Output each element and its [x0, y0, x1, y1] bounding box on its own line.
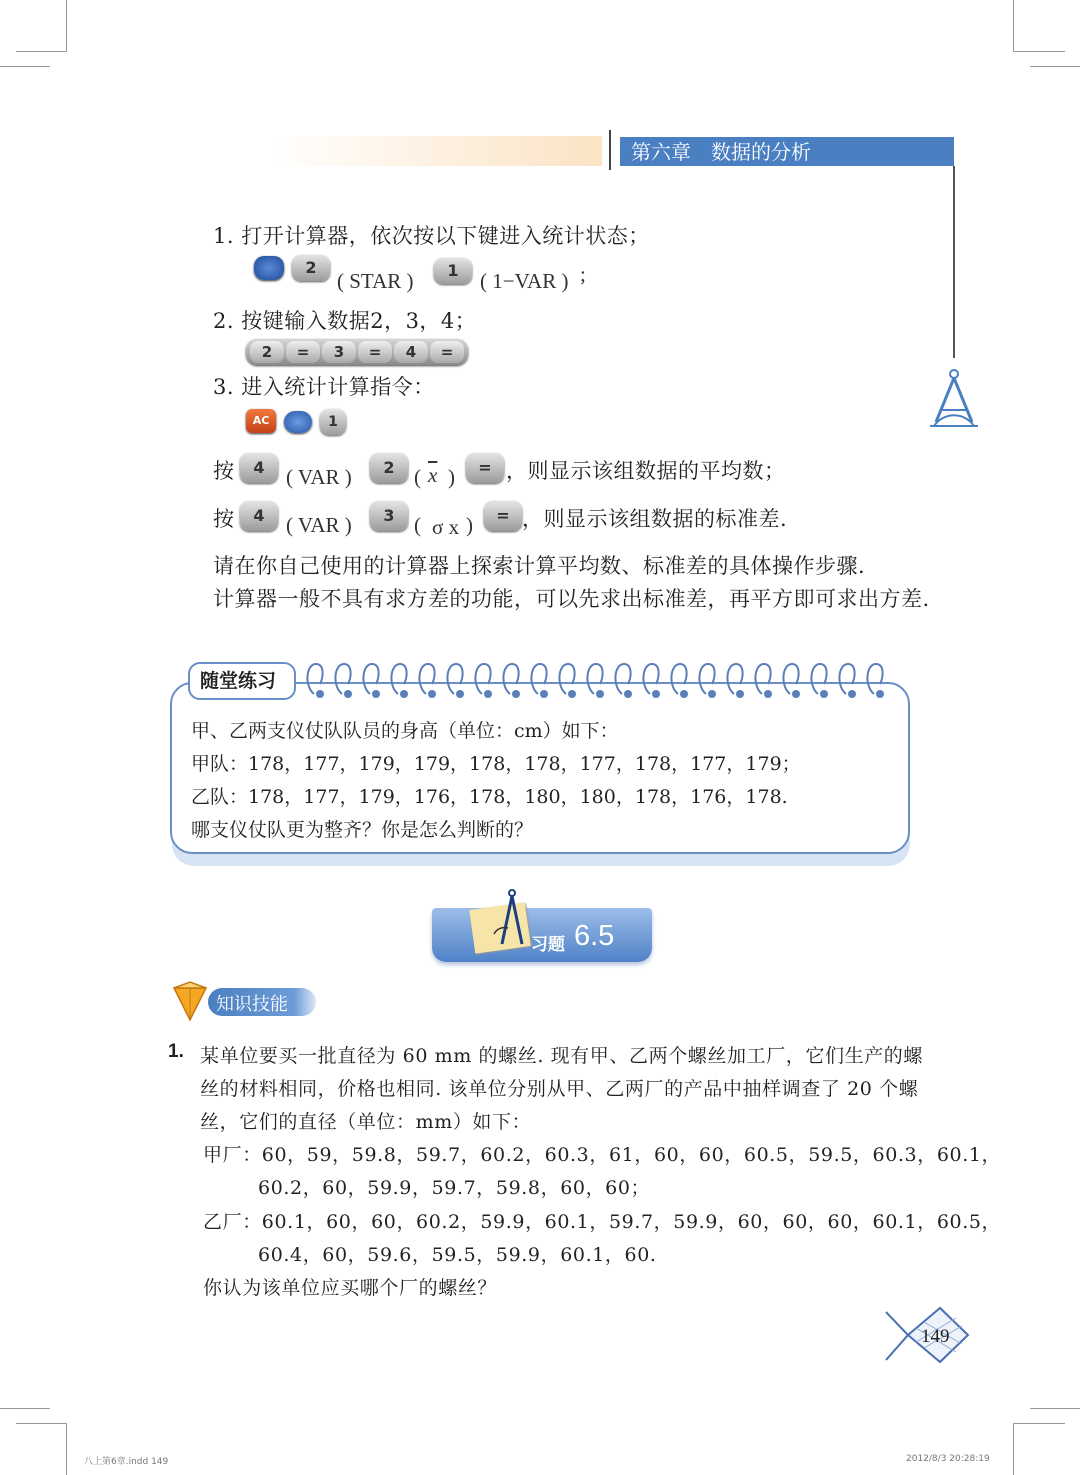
- var-label: ( VAR ): [286, 465, 352, 489]
- key-3: 3: [370, 501, 408, 531]
- practice-line: 哪支仪仗队更为整齐？你是怎么判断的？: [191, 819, 534, 841]
- key-4: 4: [240, 453, 278, 483]
- question-line: 你认为该单位应买哪个厂的螺丝？: [203, 1277, 498, 1299]
- section-label: 知识技能: [216, 994, 288, 1015]
- key: 2: [250, 341, 284, 363]
- paren-close: ): [466, 513, 473, 537]
- sigma-x-symbol: σ x: [432, 515, 460, 539]
- press-label: 按: [213, 507, 235, 531]
- compass-icon: [926, 366, 982, 432]
- header-gradient: [270, 136, 602, 166]
- xbar-symbol: $\overline{x}$: [428, 463, 438, 487]
- equals-key: =: [484, 501, 522, 531]
- crop-mark: [1030, 1408, 1080, 1409]
- practice-line: 甲、乙两支仪仗队队员的身高（单位：cm）如下：: [191, 720, 619, 742]
- key: =: [286, 341, 320, 363]
- star-label: ( STAR ): [337, 269, 414, 293]
- crop-mark: [1013, 0, 1014, 52]
- question-line: 甲厂：60，59，59.8，59.7，60.2，60.3，61，60，60，60.5，59.5，60.3，60.1，: [203, 1144, 1002, 1166]
- std-text: ，则显示该组数据的标准差.: [522, 507, 788, 531]
- one-var-label: ( 1−VAR ): [480, 269, 569, 293]
- shift-key: [284, 411, 312, 433]
- crop-mark: [16, 1423, 66, 1424]
- key: =: [358, 341, 392, 363]
- tip-1: 请在你自己使用的计算器上探索计算平均数、标准差的具体操作步骤.: [213, 554, 866, 578]
- practice-line: 甲队：178，177，179，179，178，178，177，178，177，179；: [191, 753, 801, 775]
- key-4: 4: [240, 501, 278, 531]
- mean-text: ，则显示该组数据的平均数；: [506, 459, 786, 483]
- key: 4: [394, 341, 428, 363]
- crop-mark: [66, 0, 67, 52]
- key: =: [430, 341, 464, 363]
- footer-right: 2012/8/3 20:28:19: [906, 1454, 990, 1464]
- mode-key: [254, 256, 284, 280]
- crop-mark: [66, 1423, 67, 1475]
- question-line: 乙厂：60.1，60，60，60.2，59.9，60.1，59.7，59.9，60，60，60，60.1，60.5，: [203, 1211, 1002, 1233]
- crop-mark: [1013, 51, 1065, 52]
- practice-title: 随堂练习: [200, 670, 277, 692]
- question-line: 60.2，60，59.9，59.7，59.8，60，60；: [258, 1177, 651, 1199]
- exercise-label-cn: 习题: [531, 935, 565, 955]
- margin-rule: [953, 166, 955, 358]
- page-number: 149: [921, 1326, 950, 1347]
- key-1: 1: [434, 258, 472, 284]
- diamond-icon: [172, 980, 208, 1022]
- crop-mark: [1013, 1423, 1065, 1424]
- step-2-text: 2. 按键输入数据2，3，4；: [213, 309, 477, 333]
- practice-line: 乙队：178，177，179，176，178，180，180，178，176，178.: [191, 786, 788, 808]
- key-2: 2: [370, 453, 408, 483]
- question-line: 丝，它们的直径（单位：mm）如下：: [200, 1111, 532, 1133]
- question-number: 1.: [168, 1041, 184, 1062]
- crop-mark: [16, 51, 66, 52]
- crop-mark: [1013, 1423, 1014, 1475]
- semicolon: ;: [580, 262, 586, 286]
- var-label: ( VAR ): [286, 513, 352, 537]
- compass-icon: [488, 888, 528, 950]
- key: 3: [322, 341, 356, 363]
- crop-mark: [0, 1408, 50, 1409]
- equals-key: =: [466, 453, 504, 483]
- question-line: 某单位要买一批直径为 60 mm 的螺丝. 现有甲、乙两个螺丝加工厂，它们生产的螺: [200, 1045, 924, 1067]
- press-label: 按: [213, 459, 235, 483]
- key-1: 1: [320, 409, 346, 435]
- ac-key: AC: [246, 409, 276, 433]
- exercise-label-number: 6.5: [574, 920, 615, 952]
- key-2: 2: [292, 255, 330, 281]
- step-3-text: 3. 进入统计计算指令：: [213, 375, 435, 399]
- paren-open: (: [414, 513, 421, 537]
- paren-close: ): [448, 465, 455, 489]
- chapter-title: 第六章 数据的分析: [631, 140, 811, 164]
- spiral-binding: [300, 658, 900, 700]
- footer-left: 八上第6章.indd 149: [84, 1457, 169, 1467]
- question-line: 60.4，60，59.6，59.5，59.9，60.1，60.: [258, 1244, 657, 1266]
- data-entry-keys: [246, 339, 468, 365]
- paren-open: (: [414, 465, 421, 489]
- tip-2: 计算器一般不具有求方差的功能，可以先求出标准差，再平方即可求出方差.: [213, 587, 930, 611]
- crop-mark: [0, 66, 50, 67]
- header-divider: [609, 130, 611, 170]
- step-1-text: 1. 打开计算器，依次按以下键进入统计状态；: [213, 224, 650, 248]
- crop-mark: [1030, 66, 1080, 67]
- question-line: 丝的材料相同，价格也相同. 该单位分别从甲、乙两厂的产品中抽样调查了 20 个螺: [200, 1078, 919, 1100]
